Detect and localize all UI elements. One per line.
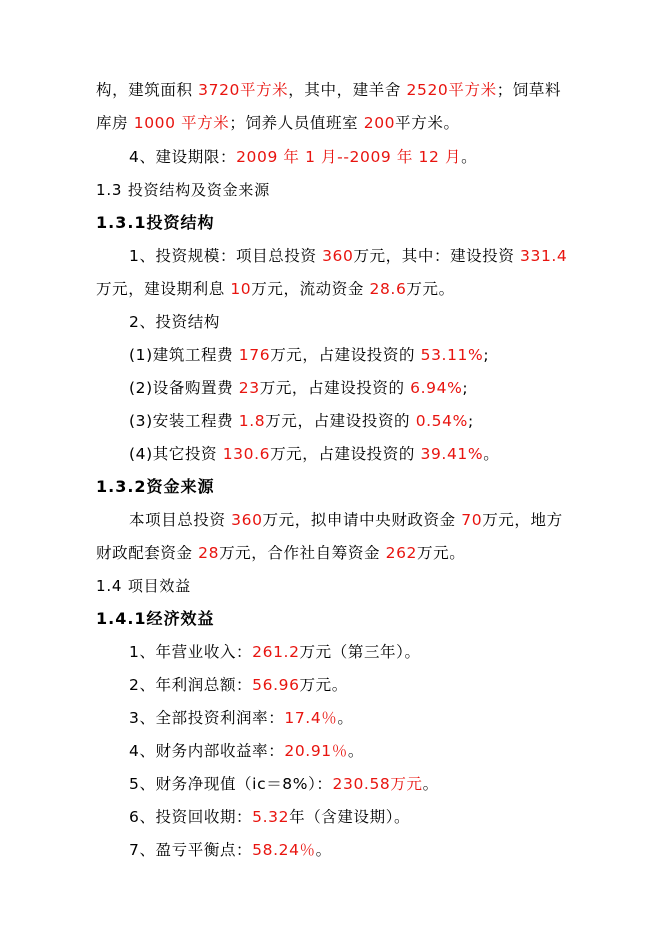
value: 53.11% <box>420 346 484 364</box>
text: ，其中，建羊舍 <box>288 81 407 99</box>
value: 20.91％ <box>284 742 348 760</box>
text: 年（含建设期）。 <box>289 808 411 826</box>
text: (3)安装工程费 <box>129 412 239 430</box>
heading-text: 1.3.2资金来源 <box>96 477 215 496</box>
text: ；饲养人员值班室 <box>229 114 364 132</box>
text: 万元，占建设投资的 <box>259 379 411 397</box>
value: 360 <box>322 247 354 265</box>
text: (2)设备购置费 <box>129 379 239 397</box>
list-item-irr <box>129 741 364 761</box>
text: 万元，其中：建设投资 <box>353 247 521 265</box>
paragraph-line-investment-scale <box>129 246 567 266</box>
text: 本项目总投资 <box>129 511 232 529</box>
heading-text: 1.3.1投资结构 <box>96 213 215 232</box>
text: 2、投资结构 <box>129 313 220 331</box>
text: ; <box>483 346 490 364</box>
list-item-annual-profit <box>129 675 348 695</box>
list-item-payback-period <box>129 807 410 827</box>
text: 万元，建设期利息 <box>96 280 231 298</box>
value: 360 <box>231 511 263 529</box>
list-item-annual-revenue <box>129 642 421 662</box>
text: 。 <box>337 709 354 727</box>
text: (1)建筑工程费 <box>129 346 239 364</box>
text: 5、财务净现值（ic＝8%）： <box>129 775 333 793</box>
paragraph-line-funding-sources <box>129 510 563 530</box>
paragraph-line-funding-local <box>96 543 465 563</box>
paragraph-line-investment-structure <box>129 312 220 332</box>
paragraph-line-storage <box>96 113 460 133</box>
section-heading-1-3-1 <box>96 213 215 233</box>
value: 262 <box>385 544 417 562</box>
text: 4、财务内部收益率： <box>129 742 285 760</box>
text: 3、全部投资利润率： <box>129 709 285 727</box>
text: 库房 <box>96 114 134 132</box>
paragraph-line-interest-capital <box>96 279 455 299</box>
value: 2520平方米 <box>406 81 497 99</box>
text: 万元，占建设投资的 <box>270 346 421 364</box>
text: 。 <box>315 841 332 859</box>
text: 。 <box>347 742 364 760</box>
value: 1000 平方米 <box>133 114 230 132</box>
text: 2、年利润总额： <box>129 676 253 694</box>
text: 万元。 <box>417 544 466 562</box>
text: ; <box>462 379 469 397</box>
value: 28 <box>198 544 220 562</box>
value: 56.96 <box>252 676 300 694</box>
text: 。 <box>461 148 478 166</box>
heading-text: 1.3 投资结构及资金来源 <box>96 181 271 199</box>
value: 230.58万元 <box>332 775 423 793</box>
text: 万元，流动资金 <box>251 280 370 298</box>
list-item-npv <box>129 774 439 794</box>
text: ；饲草料 <box>496 81 562 99</box>
value: 1.8 <box>238 412 266 430</box>
text: 4、建设期限： <box>129 148 237 166</box>
heading-text: 1.4 项目效益 <box>96 577 192 595</box>
value: 28.6 <box>369 280 407 298</box>
text: 1、年营业收入： <box>129 643 253 661</box>
section-heading-1-3 <box>96 180 270 200</box>
value: 130.6 <box>222 445 271 463</box>
text: ; <box>467 412 474 430</box>
value: 17.4％ <box>284 709 338 727</box>
value: 261.2 <box>252 643 300 661</box>
text: 。 <box>483 445 500 463</box>
value: 58.24％ <box>252 841 316 859</box>
list-item-profit-rate <box>129 708 354 728</box>
value: 10 <box>230 280 252 298</box>
text: 万元。 <box>406 280 455 298</box>
value: 200 <box>363 114 396 132</box>
text: 6、投资回收期： <box>129 808 253 826</box>
paragraph-line-building-area <box>96 80 561 100</box>
value: 3720平方米 <box>198 81 289 99</box>
text: 万元，拟申请中央财政资金 <box>262 511 462 529</box>
value: 6.94% <box>410 379 463 397</box>
text: 构，建筑面积 <box>96 81 199 99</box>
text: 万元，合作社自筹资金 <box>219 544 386 562</box>
section-heading-1-4-1 <box>96 609 215 629</box>
text: 平方米。 <box>395 114 460 132</box>
section-heading-1-3-2 <box>96 477 215 497</box>
value: 176 <box>238 346 271 364</box>
list-item-installation-cost <box>129 411 474 431</box>
value: 2009 年 1 月--2009 年 12 月 <box>236 148 462 166</box>
list-item-construction-cost <box>129 345 489 365</box>
paragraph-line-construction-period <box>129 147 477 167</box>
text: 财政配套资金 <box>96 544 199 562</box>
text: 万元，占建设投资的 <box>270 445 421 463</box>
text: 万元，占建设投资的 <box>265 412 416 430</box>
section-heading-1-4 <box>96 576 191 596</box>
text: 7、盈亏平衡点： <box>129 841 253 859</box>
text: (4)其它投资 <box>129 445 223 463</box>
text: 。 <box>422 775 439 793</box>
text: 万元，地方 <box>482 511 563 529</box>
value: 39.41% <box>420 445 484 463</box>
value: 5.32 <box>252 808 290 826</box>
text: 1、投资规模：项目总投资 <box>129 247 323 265</box>
value: 0.54% <box>415 412 468 430</box>
text: 万元。 <box>299 676 348 694</box>
text: 万元（第三年）。 <box>299 643 421 661</box>
list-item-other-investment <box>129 444 499 464</box>
list-item-equipment-cost <box>129 378 468 398</box>
value: 70 <box>461 511 483 529</box>
value: 331.4 <box>520 247 568 265</box>
list-item-break-even <box>129 840 332 860</box>
value: 23 <box>238 379 260 397</box>
heading-text: 1.4.1经济效益 <box>96 609 215 628</box>
